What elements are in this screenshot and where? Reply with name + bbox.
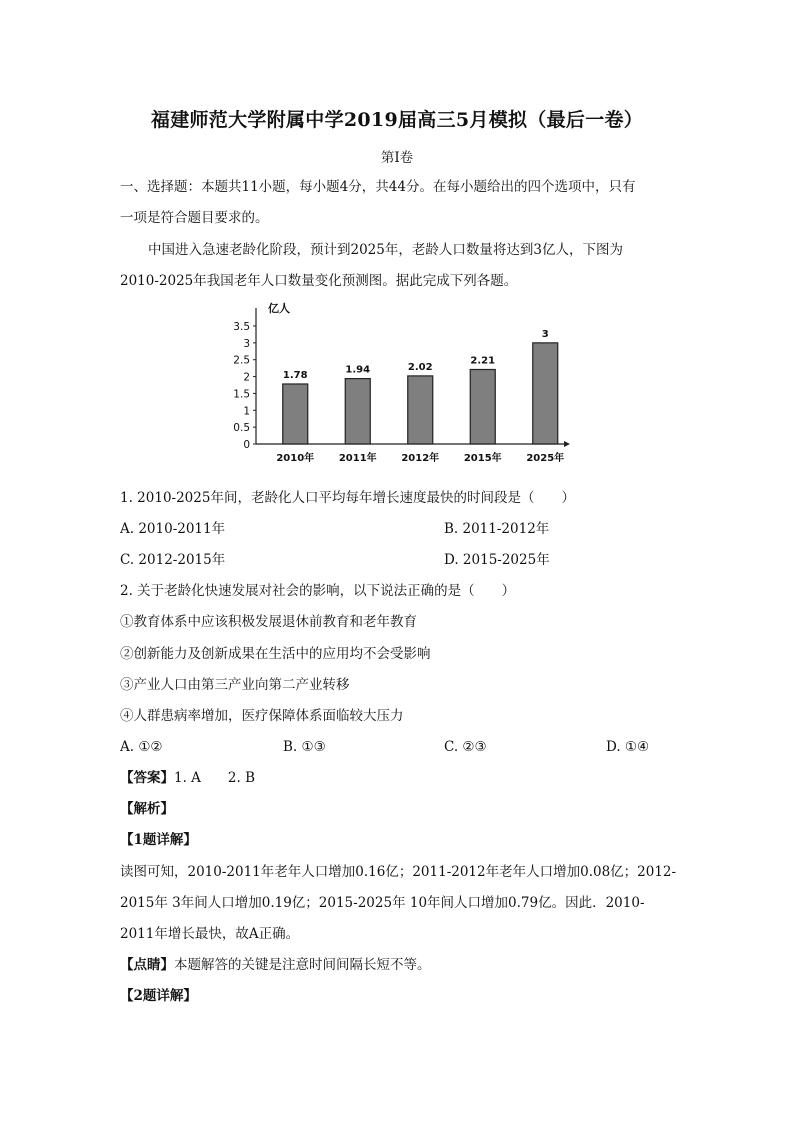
tip-text: 本题解答的关键是注意时间间隔长短不等。 xyxy=(174,957,431,973)
volume-label: 第Ⅰ卷 xyxy=(380,150,414,166)
y-tick-label: 2.5 xyxy=(233,354,250,367)
x-tick-label: 2012年 xyxy=(401,453,440,464)
question-2-option-b: B. ①③ xyxy=(283,739,326,755)
y-tick-label: 1.5 xyxy=(233,388,250,401)
question-2-option-a: A. ①② xyxy=(120,739,163,755)
question-2-stem: 2. 关于老龄化快速发展对社会的影响，以下说法正确的是（ ） xyxy=(120,583,516,599)
answer-text: 1. A 2. B xyxy=(174,770,256,786)
page-title: 福建师范大学附属中学2019届高三5月模拟（最后一卷） xyxy=(150,109,644,131)
y-tick-label: 0.5 xyxy=(233,422,250,435)
x-tick-label: 2010年 xyxy=(276,453,315,464)
tip-label: 【点睛】 xyxy=(120,957,174,973)
x-tick-label: 2015年 xyxy=(463,453,502,464)
bar xyxy=(470,369,495,444)
question-2-option-c: C. ②③ xyxy=(444,739,487,755)
question-1-explanation-line2: 2015年 3年间人口增加0.19亿；2015-2025年 10年间人口增加0.79亿。因此．2010- xyxy=(120,895,645,911)
bar xyxy=(408,376,433,444)
y-tick-label: 3 xyxy=(243,337,250,350)
y-tick-label: 3.5 xyxy=(233,321,250,333)
x-tick-label: 2025年 xyxy=(526,453,565,464)
intro-line2: 2010-2025年我国老年人口数量变化预测图。据此完成下列各题。 xyxy=(120,273,518,289)
x-tick-label: 2011年 xyxy=(338,453,377,464)
answer-label: 【答案】 xyxy=(120,770,174,786)
intro-line1: 中国进入急速老龄化阶段，预计到2025年，老龄人口数量将达到3亿人，下图为 xyxy=(148,242,623,258)
answer-line xyxy=(120,769,255,787)
bar-value-label: 2.21 xyxy=(470,355,496,367)
elderly-population-bar-chart xyxy=(222,298,572,466)
question-1-stem: 1. 2010-2025年间，老龄化人口平均每年增长速度最快的时间段是（ ） xyxy=(120,490,575,506)
question-1-option-b: B. 2011-2012年 xyxy=(444,521,550,537)
question-2-statement-3: ③产业人口由第三产业向第二产业转移 xyxy=(120,677,350,693)
bar-value-label: 2.02 xyxy=(407,361,433,373)
section-instruction-line2: 一项是符合题目要求的。 xyxy=(120,210,269,226)
x-axis-arrow xyxy=(564,441,570,447)
question-2-statement-1: ①教育体系中应该积极发展退休前教育和老年教育 xyxy=(120,614,417,630)
question-2-explanation-heading: 【2题详解】 xyxy=(120,988,197,1004)
question-1-option-c: C. 2012-2015年 xyxy=(120,552,226,568)
question-1-option-a: A. 2010-2011年 xyxy=(120,521,226,537)
bar-value-label: 3 xyxy=(541,328,549,340)
question-1-explanation-line3: 2011年增长最快，故A正确。 xyxy=(120,926,300,942)
bar xyxy=(533,343,558,444)
bar-value-label: 1.78 xyxy=(282,369,308,381)
question-2-option-d: D. ①④ xyxy=(606,739,650,755)
y-axis-label: 亿人 xyxy=(268,302,290,315)
question-2-statement-2: ②创新能力及创新成果在生活中的应用均不会受影响 xyxy=(120,646,431,662)
analysis-label: 【解析】 xyxy=(120,801,174,817)
tip-line xyxy=(120,956,431,974)
section-instruction-line1: 一、选择题：本题共11小题，每小题4分，共44分。在每小题给出的四个选项中，只有 xyxy=(120,179,636,195)
bar xyxy=(283,384,308,444)
y-tick-label: 1 xyxy=(243,405,250,418)
question-1-explanation-line1: 读图可知，2010-2011年老年人口增加0.16亿；2011-2012年老年人口增加0.08亿；2012- xyxy=(120,864,677,880)
question-1-explanation-heading: 【1题详解】 xyxy=(120,832,197,848)
question-1-option-d: D. 2015-2025年 xyxy=(444,552,550,568)
bar xyxy=(345,379,370,444)
bar-value-label: 1.94 xyxy=(345,364,371,376)
y-tick-label: 0 xyxy=(243,439,250,451)
question-2-statement-4: ④人群患病率增加，医疗保障体系面临较大压力 xyxy=(120,708,404,724)
y-tick-label: 2 xyxy=(243,371,250,384)
